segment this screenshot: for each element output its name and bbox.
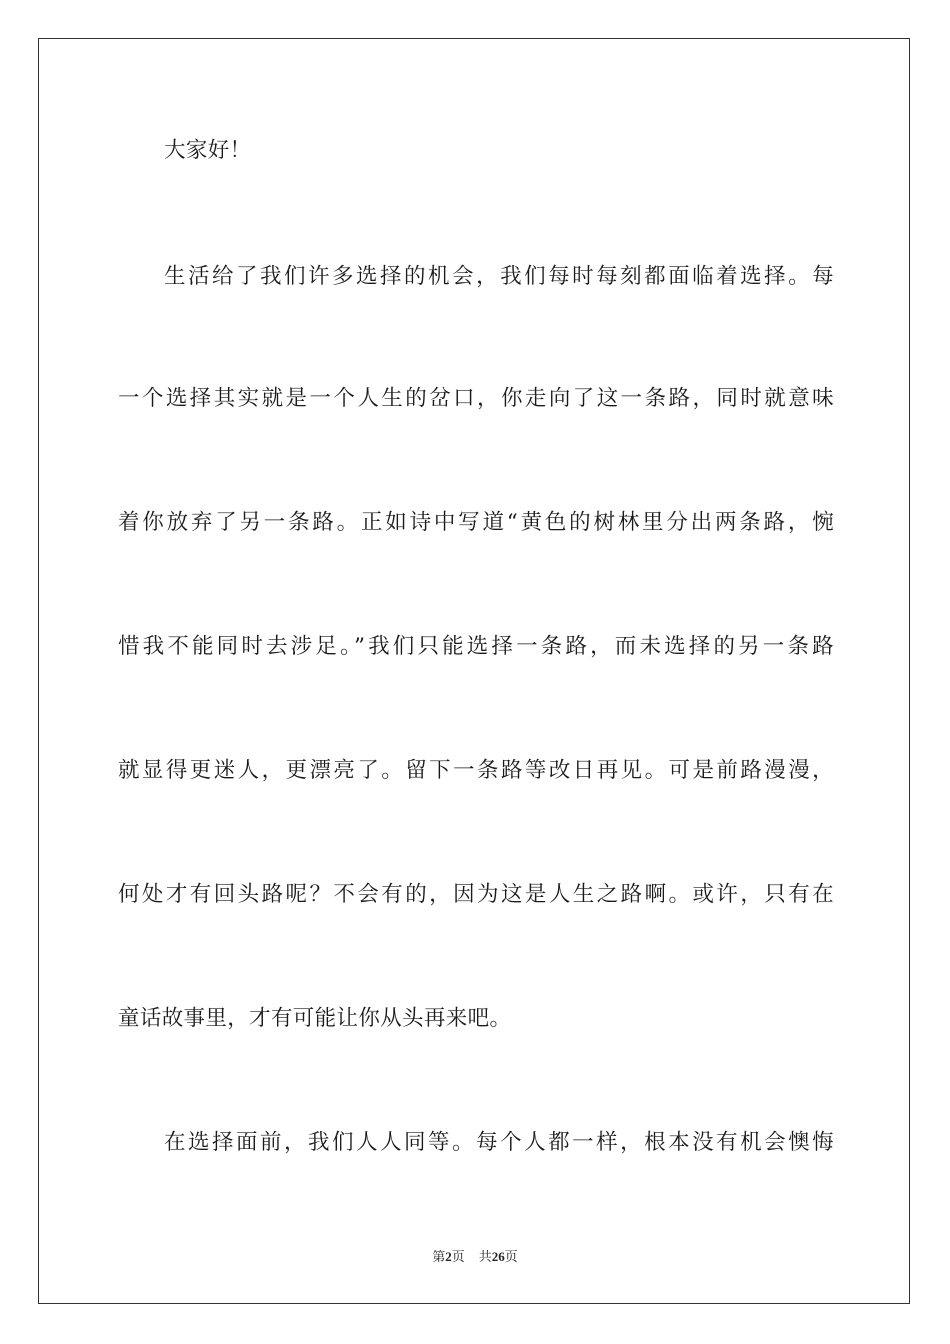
paragraph-line: 着你放弃了另一条路。正如诗中写道“黄色的树林里分出两条路，惋 — [118, 510, 834, 535]
footer-total-pages: 26 — [491, 1249, 505, 1264]
paragraph-line: 一个选择其实就是一个人生的岔口，你走向了这一条路，同时就意味 — [118, 386, 834, 411]
paragraph-line: 就显得更迷人，更漂亮了。留下一条路等改日再见。可是前路漫漫， — [118, 758, 834, 783]
paragraph-line: 童话故事里，才有可能让你从头再来吧。 — [118, 1006, 512, 1031]
paragraph-line: 何处才有回头路呢？不会有的，因为这是人生之路啊。或许，只有在 — [118, 882, 834, 907]
footer-page-number: 2 — [445, 1249, 452, 1264]
page-footer — [0, 1247, 950, 1268]
paragraph-line: 生活给了我们许多选择的机会，我们每时每刻都面临着选择。每 — [164, 264, 834, 289]
paragraph-line: 在选择面前，我们人人同等。每个人都一样，根本没有机会懊悔 — [164, 1130, 834, 1155]
page-border — [38, 38, 910, 1304]
paragraph-line: 惜我不能同时去涉足。”我们只能选择一条路，而未选择的另一条路 — [118, 634, 834, 659]
footer-page-prefix: 第 — [432, 1250, 446, 1265]
footer-total-suffix: 页 — [504, 1250, 518, 1265]
greeting-line: 大家好！ — [164, 138, 252, 163]
footer-page-suffix: 页 — [451, 1250, 465, 1265]
footer-total-prefix: 共 — [478, 1250, 492, 1265]
